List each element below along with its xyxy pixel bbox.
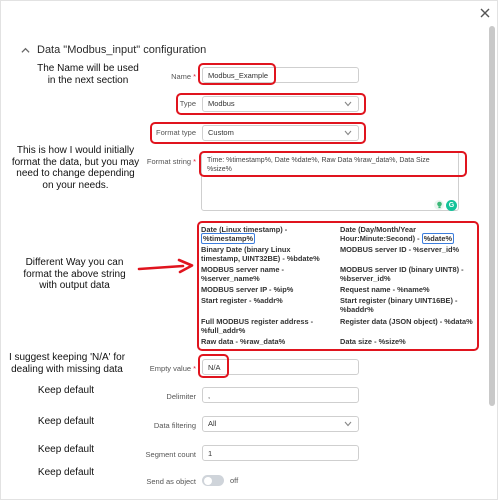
delimiter-label: Delimiter xyxy=(166,392,196,401)
send-as-object-label: Send as object xyxy=(146,477,196,486)
segment-count-input[interactable] xyxy=(202,445,359,461)
scrollbar-thumb[interactable] xyxy=(489,26,495,406)
name-highlight-box xyxy=(198,63,276,85)
lightbulb-icon[interactable] xyxy=(434,200,444,210)
format-string-label: Format string * xyxy=(146,157,196,166)
var-start-register: Start register - %addr% xyxy=(201,296,283,305)
format-type-highlight-box xyxy=(150,122,366,144)
section-header[interactable] xyxy=(21,43,206,57)
data-filtering-select[interactable] xyxy=(202,416,359,432)
var-bserver-id: MODBUS server ID (binary UINT8) - %bserver_id% xyxy=(340,265,464,284)
annotation-keep-default-delimiter: Keep default xyxy=(37,385,95,396)
var-server-id: MODBUS server ID - %server_id% xyxy=(340,245,460,254)
var-date: Date (Day/Month/Year Hour:Minute:Second) - %date% xyxy=(340,225,453,244)
format-type-value: Custom xyxy=(208,128,234,137)
var-request-name: Request name - %name% xyxy=(340,285,430,294)
var-linux-timestamp: Date (Linux timestamp) - %timestamp% xyxy=(201,225,288,244)
type-label: Type xyxy=(179,99,196,108)
send-as-object-toggle[interactable] xyxy=(202,475,224,486)
annotation-empty-note: I suggest keeping 'N/A' for dealing with missing data xyxy=(8,352,126,375)
close-icon[interactable] xyxy=(479,7,491,19)
toggle-knob xyxy=(204,477,212,485)
annotation-name-note: The Name will be used in the next section xyxy=(37,63,139,86)
format-string-highlight-box xyxy=(199,151,467,177)
data-filtering-value: All xyxy=(208,419,217,428)
format-string-textarea[interactable]: Time: %timestamp%, Date %date%, Raw Data %raw_data%, Data Size %size% xyxy=(201,151,459,211)
segment-count-label: Segment count xyxy=(145,450,196,459)
type-value: Modbus xyxy=(208,99,235,108)
send-as-object-state: off xyxy=(230,476,239,485)
annotation-keep-default-segment: Keep default xyxy=(37,444,95,455)
annotation-format-note: This is how I would initially format the data, but you may need to change depending on your needs. xyxy=(11,145,140,191)
var-server-name: MODBUS server name - %server_name% xyxy=(201,265,284,284)
empty-value-highlight-box xyxy=(198,354,229,378)
var-binary-date: Binary Date (binary Linux timestamp, UINT32BE) - %bdate% xyxy=(201,245,320,264)
chevron-down-icon xyxy=(344,421,352,427)
delimiter-input[interactable] xyxy=(202,387,359,403)
var-full-addr: Full MODBUS register address - %full_addr% xyxy=(201,317,314,336)
annotation-keep-default-send: Keep default xyxy=(37,467,95,478)
var-server-ip: MODBUS server IP - %ip% xyxy=(201,285,294,294)
var-register-data: Register data (JSON object) - %data% xyxy=(340,317,473,326)
chevron-up-icon xyxy=(21,46,30,55)
timestamp-highlight: %timestamp% xyxy=(203,234,254,244)
type-highlight-box xyxy=(176,93,366,115)
annotation-vars-note: Different Way you can format the above string with output data xyxy=(23,257,126,291)
section-title: Data "Modbus_input" configuration xyxy=(37,44,207,56)
data-filtering-label: Data filtering xyxy=(153,421,196,430)
name-label: Name * xyxy=(171,72,196,81)
date-highlight: %date% xyxy=(423,234,453,244)
var-data-size: Data size - %size% xyxy=(340,337,406,346)
annotation-arrow xyxy=(137,258,195,274)
format-type-label: Format type xyxy=(155,128,196,137)
annotation-keep-default-filtering: Keep default xyxy=(37,416,95,427)
var-baddr: Start register (binary UINT16BE) - %baddr% xyxy=(340,296,458,315)
var-raw-data: Raw data - %raw_data% xyxy=(201,337,286,346)
grammarly-icon[interactable]: G xyxy=(446,200,457,211)
empty-value-label: Empty value * xyxy=(149,364,196,373)
